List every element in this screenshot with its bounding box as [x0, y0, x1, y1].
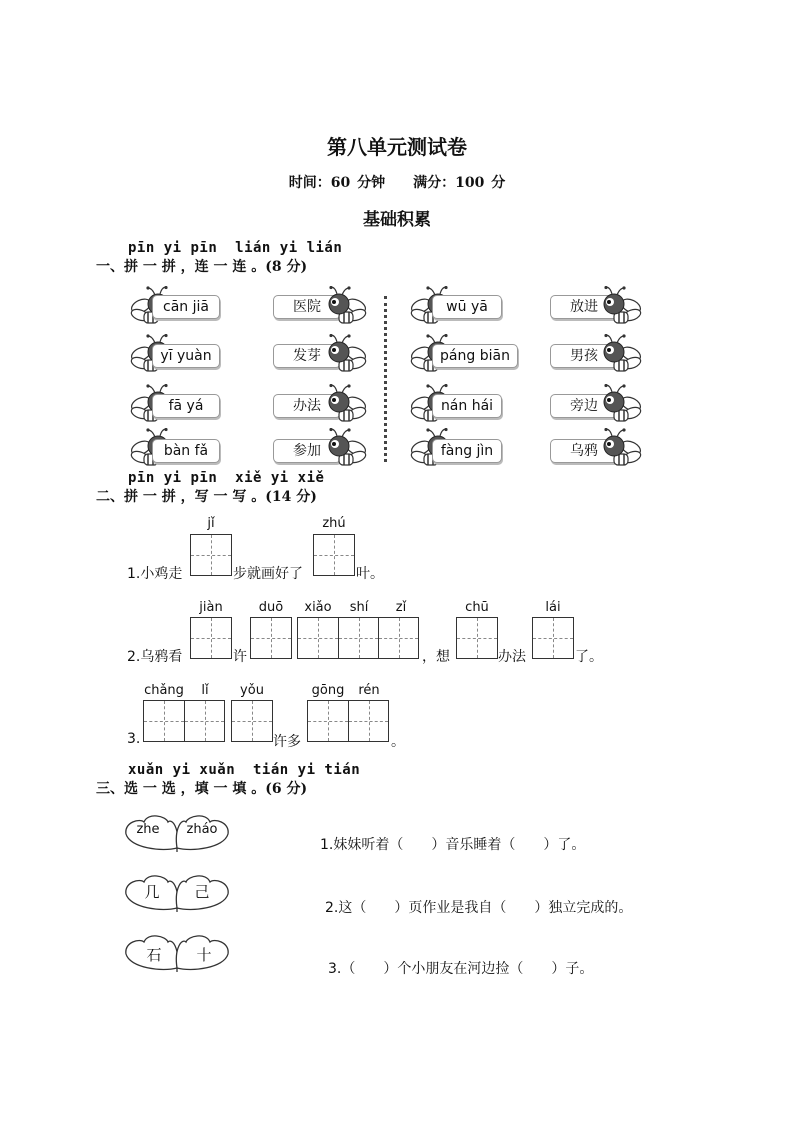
- sentence-2-part: 许: [233, 649, 247, 665]
- section-title: 基础积累: [363, 210, 431, 230]
- sentence-2-part: ，想: [422, 649, 450, 665]
- pinyin-hint: rén: [358, 683, 380, 698]
- bee-icon: [325, 334, 369, 374]
- time-label: 时间：60 分钟: [288, 175, 386, 191]
- card-word[interactable]: 参加: [273, 439, 341, 463]
- leaf-option[interactable]: zhe: [136, 822, 160, 837]
- q1-heading: 一、拼 一 拼 ，连 一 连 。(8 分): [96, 259, 308, 275]
- score-label: 满分：100 分: [413, 175, 506, 191]
- card-word[interactable]: 男孩: [550, 344, 618, 368]
- sentence-3-part: 。: [391, 734, 405, 750]
- card-word[interactable]: 办法: [273, 394, 341, 418]
- q1-pinyin: pīn yi pīn lián yi lián: [128, 240, 343, 256]
- q2-heading: 二、拼 一 拼 ，写 一 写 。(14 分): [96, 489, 317, 505]
- card-word[interactable]: 乌鸦: [550, 439, 618, 463]
- pinyin-hint: duō: [258, 600, 284, 615]
- sentence-2-part: 办法: [498, 649, 526, 665]
- pinyin-hint: gōng: [311, 683, 345, 698]
- leaf-option[interactable]: zháo: [186, 822, 218, 837]
- bee-icon: [325, 286, 369, 326]
- dotted-divider: [384, 296, 387, 462]
- pinyin-hint: lái: [545, 600, 561, 615]
- exam-info: [0, 172, 794, 192]
- pinyin-hint: jiàn: [199, 600, 223, 615]
- bee-icon: [600, 384, 644, 424]
- bee-icon: [600, 334, 644, 374]
- writing-grid[interactable]: [231, 700, 273, 742]
- writing-grid[interactable]: [307, 700, 389, 742]
- pinyin-hint: zǐ: [395, 600, 407, 615]
- writing-grid[interactable]: [190, 617, 232, 659]
- card-word[interactable]: 医院: [273, 295, 341, 319]
- card-word[interactable]: 放进: [550, 295, 618, 319]
- q3-sentence: 1.妹妹听着（ ）音乐睡着（ ）了。: [320, 837, 586, 853]
- card-pinyin[interactable]: nán hái: [432, 394, 502, 418]
- sentence-2-part: 了。: [575, 649, 603, 665]
- writing-grid[interactable]: [532, 617, 574, 659]
- leaf-option[interactable]: 十: [196, 946, 212, 964]
- card-pinyin[interactable]: cān jiā: [152, 295, 220, 319]
- bee-icon: [325, 384, 369, 424]
- writing-grid[interactable]: [456, 617, 498, 659]
- card-word[interactable]: 发芽: [273, 344, 341, 368]
- pinyin-hint: jǐ: [207, 516, 215, 531]
- pinyin-hint: chǎng: [144, 683, 184, 698]
- sentence-3-number: 3.: [127, 731, 141, 747]
- pinyin-hint: chū: [465, 600, 489, 615]
- bee-icon: [600, 286, 644, 326]
- card-pinyin[interactable]: wū yā: [432, 295, 502, 319]
- card-pinyin[interactable]: fā yá: [152, 394, 220, 418]
- bee-icon: [600, 428, 644, 468]
- q3-sentence: 3.（ ）个小朋友在河边捡（ ）子。: [328, 961, 594, 977]
- writing-grid[interactable]: [143, 700, 225, 742]
- writing-grid[interactable]: [250, 617, 292, 659]
- card-pinyin[interactable]: yī yuàn: [152, 344, 220, 368]
- q3-sentence: 2.这（ ）页作业是我自（ ）独立完成的。: [325, 900, 633, 916]
- page-title: 第八单元测试卷: [327, 135, 467, 159]
- leaf-option[interactable]: 己: [194, 883, 210, 901]
- writing-grid[interactable]: [313, 534, 355, 576]
- q3-heading: 三、选 一 选 ，填 一 填 。(6 分): [96, 781, 308, 797]
- card-pinyin[interactable]: páng biān: [432, 344, 518, 368]
- card-word[interactable]: 旁边: [550, 394, 618, 418]
- card-pinyin[interactable]: fàng jìn: [432, 439, 502, 463]
- leaf-option[interactable]: 几: [144, 883, 160, 901]
- q2-pinyin: pīn yi pīn xiě yi xiě: [128, 470, 325, 486]
- pinyin-hint: zhú: [322, 516, 346, 531]
- pinyin-hint: xiǎo: [304, 600, 332, 615]
- bee-icon: [325, 428, 369, 468]
- sentence-1-part: 步就画好了: [233, 566, 303, 582]
- writing-grid[interactable]: [190, 534, 232, 576]
- writing-grid[interactable]: [297, 617, 419, 659]
- sentence-1-part: 1.小鸡走: [127, 566, 183, 582]
- sentence-2-part: 2.乌鸦看: [127, 649, 183, 665]
- card-pinyin[interactable]: bàn fǎ: [152, 439, 220, 463]
- q3-pinyin: xuǎn yi xuǎn tián yi tián: [128, 762, 361, 778]
- leaf-option[interactable]: 石: [146, 946, 162, 964]
- sentence-1-part: 叶。: [356, 566, 384, 582]
- pinyin-hint: shí: [349, 600, 369, 615]
- pinyin-hint: lǐ: [201, 683, 209, 698]
- pinyin-hint: yǒu: [240, 683, 264, 698]
- sentence-3-part: 许多: [273, 734, 301, 750]
